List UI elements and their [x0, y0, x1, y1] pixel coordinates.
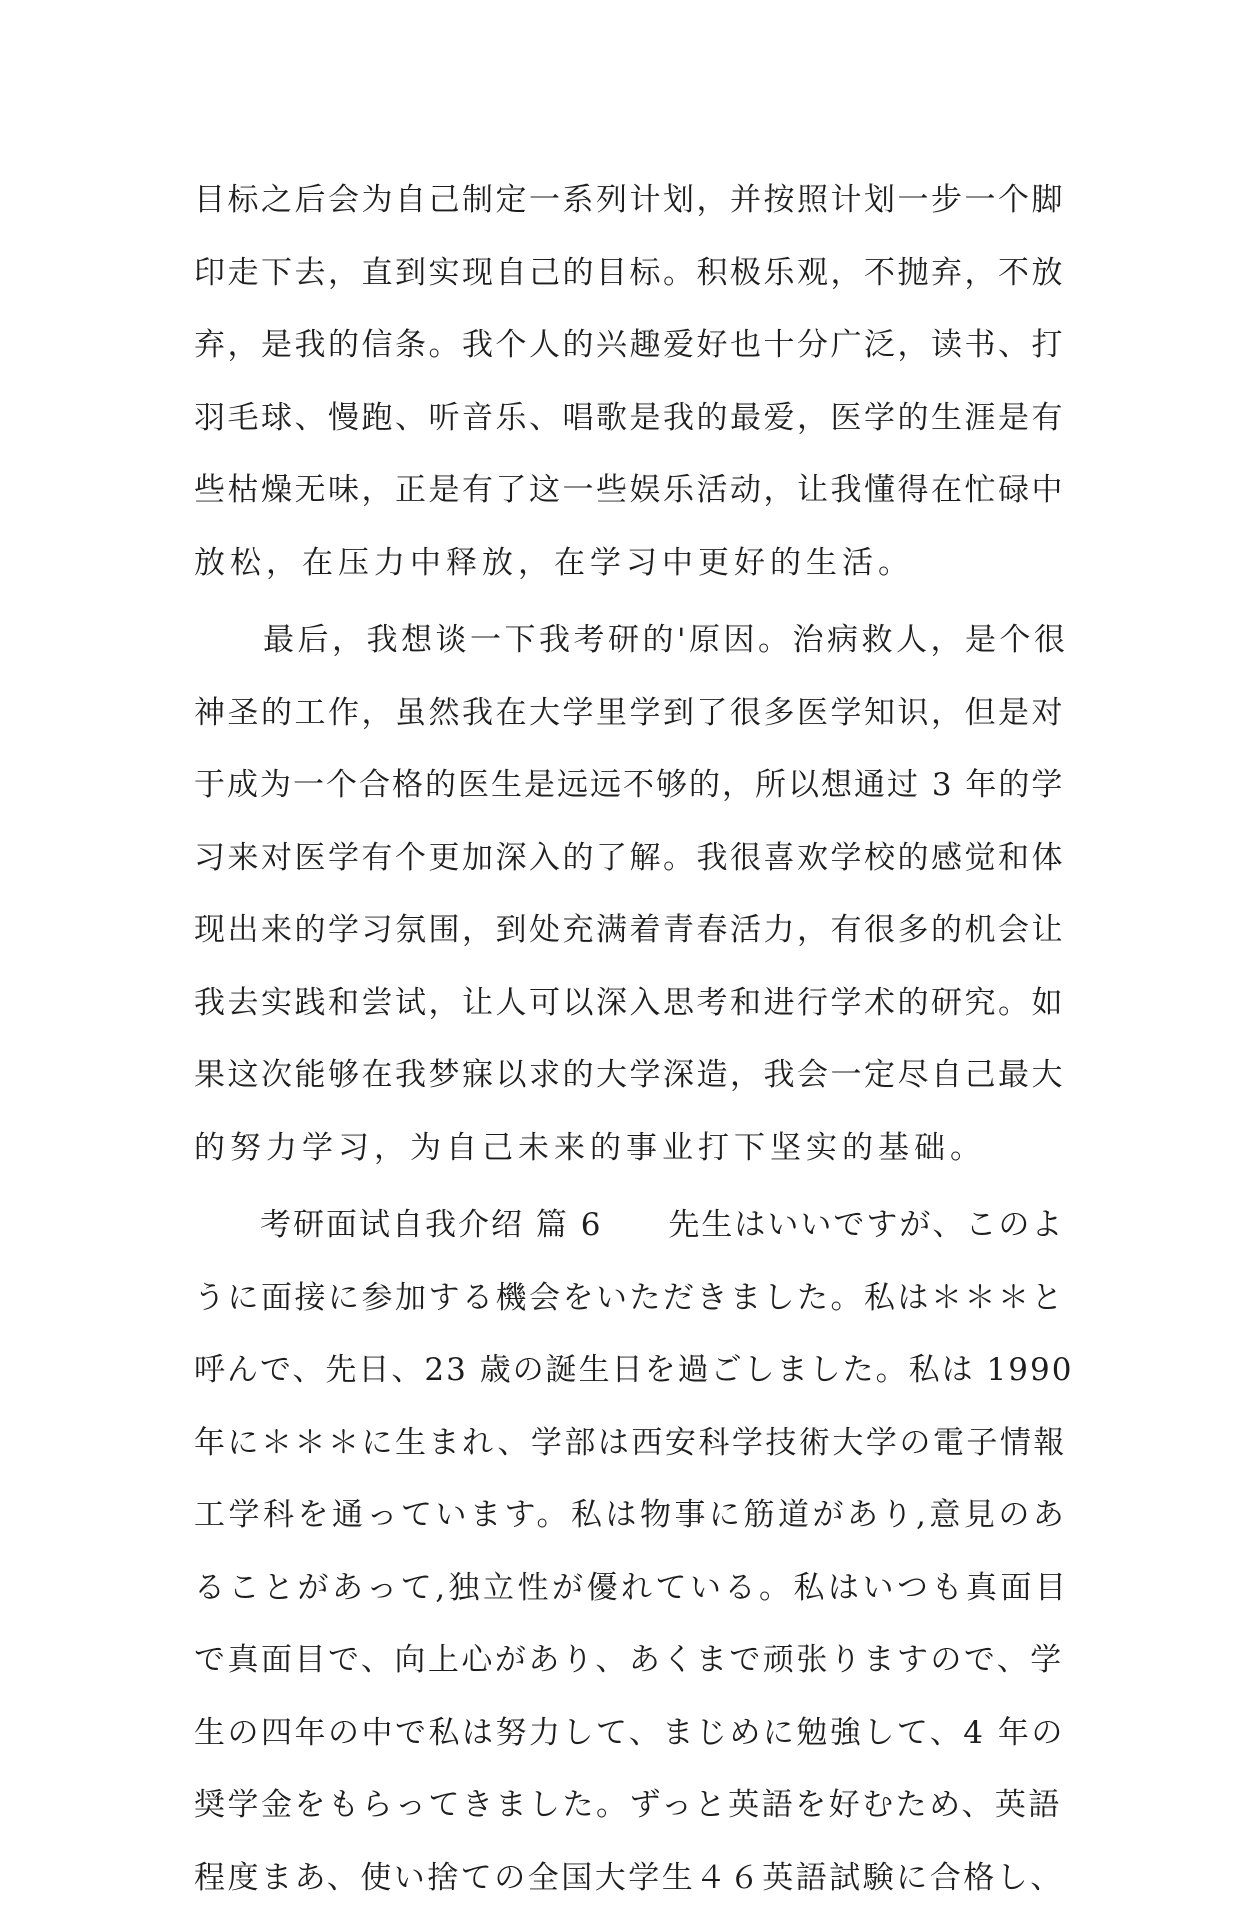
- text-line: 习来对医学有个更加深入的了解。我很喜欢学校的感觉和体: [194, 822, 1074, 895]
- text-line: 于成为一个合格的医生是远远不够的，所以想通过 3 年的学: [194, 749, 1074, 822]
- text-line: ることがあって,独立性が優れている。私はいつも真面目: [194, 1552, 1074, 1625]
- text-line: 程度まあ、使い捨ての全国大学生４６英語試験に合格し、: [194, 1842, 1074, 1914]
- text-line: 的努力学习，为自己未来的事业打下坚实的基础。: [194, 1112, 1074, 1185]
- body-text: [194, 164, 1074, 1914]
- text-line: 羽毛球、慢跑、听音乐、唱歌是我的最爱，医学的生涯是有: [194, 382, 1074, 455]
- text-line: 现出来的学习氛围，到处充满着青春活力，有很多的机会让: [194, 894, 1074, 967]
- text-line: 弃，是我的信条。我个人的兴趣爱好也十分广泛，读书、打: [194, 309, 1074, 382]
- text-line: 我去实践和尝试，让人可以深入思考和进行学术的研究。如: [194, 967, 1074, 1040]
- text-line: で真面目で、向上心があり、あくまで顽张りますので、学: [194, 1624, 1074, 1697]
- text-line: 工学科を通っています。私は物事に筋道があり,意見のあ: [194, 1479, 1074, 1552]
- text-line: 奨学金をもらってきました。ずっと英語を好むため、英語: [194, 1769, 1074, 1842]
- text-line: 果这次能够在我梦寐以求的大学深造，我会一定尽自己最大: [194, 1039, 1074, 1112]
- paragraph-start-line: 最后，我想谈一下我考研的'原因。治病救人，是个很: [194, 604, 1074, 677]
- text-line: 年に＊＊＊に生まれ、学部は西安科学技術大学の電子情報: [194, 1407, 1074, 1480]
- text-line: 生の四年の中で私は努力して、まじめに勉強して、4 年の: [194, 1697, 1074, 1770]
- text-line: 些枯燥无味，正是有了这一些娱乐活动，让我懂得在忙碌中: [194, 454, 1074, 527]
- text-line: うに面接に参加する機会をいただきました。私は＊＊＊と: [194, 1262, 1074, 1335]
- section-heading-line: 考研面试自我介绍 篇 6 先生はいいですが、このよ: [194, 1189, 1074, 1262]
- text-line: 印走下去，直到实现自己的目标。积极乐观，不抛弃，不放: [194, 237, 1074, 310]
- text-line: 神圣的工作，虽然我在大学里学到了很多医学知识，但是对: [194, 677, 1074, 750]
- text-line: 呼んで、先日、23 歳の誕生日を過ごしました。私は 1990: [194, 1334, 1074, 1407]
- text-line: 放松，在压力中释放，在学习中更好的生活。: [194, 527, 1074, 600]
- text-line: 目标之后会为自己制定一系列计划，并按照计划一步一个脚: [194, 164, 1074, 237]
